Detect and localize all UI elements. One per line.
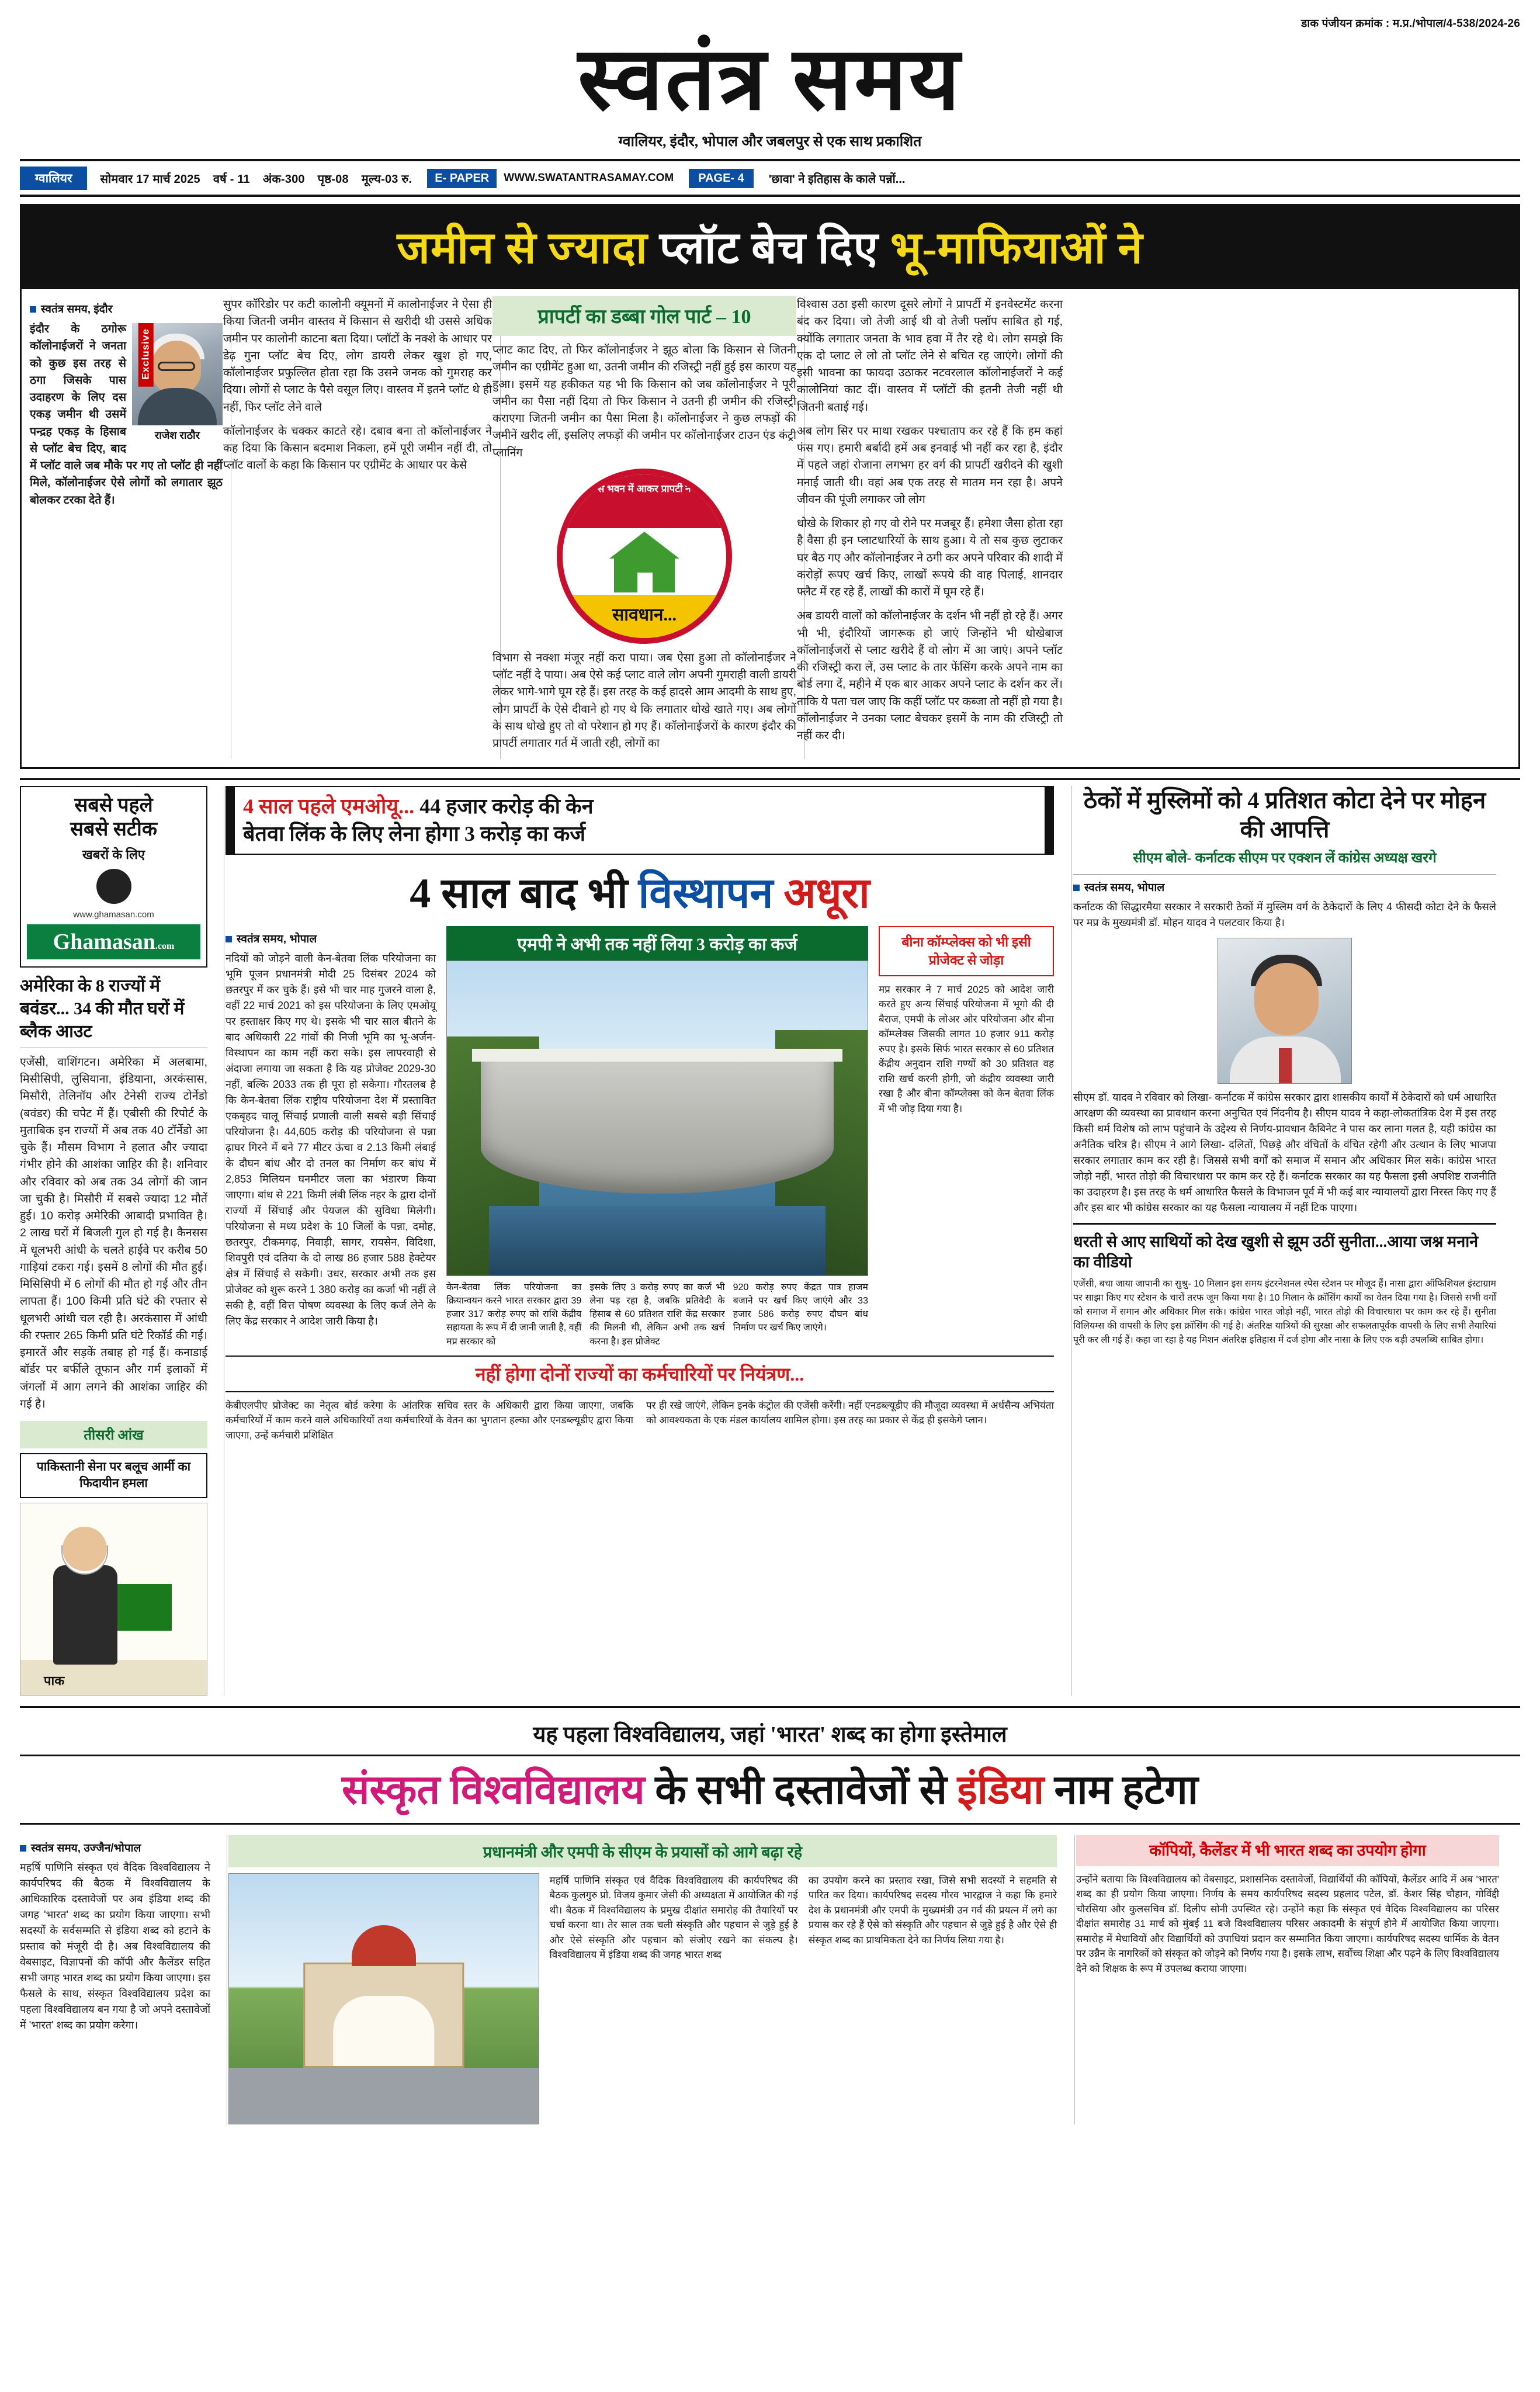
registration-line: डाक पंजीयन क्रमांक : म.प्र./भोपाल/4-538/2024-26 <box>1301 18 1520 30</box>
right-byline: स्वतंत्र समय, भोपाल <box>1073 879 1496 895</box>
ad-brand: Ghamasan <box>53 929 155 954</box>
ad-url[interactable]: www.ghamasan.com <box>73 909 154 920</box>
left-story-headline: अमेरिका के 8 राज्यों में बवंडर... 34 की मौत घरों में ब्लैक आउट <box>20 976 185 1041</box>
lead-intro: इंदौर के ठगोरू कॉलोनाईजरों ने जनता को कुछ इस तरह से ठगा जिसके पास उदाहरण के लिए दस एकड़ जमीन थी उसमें पन्द्रह एकड़ के हिसाब से प्लॉट बेच दिए, बाद में प्लॉट वाले जब मौके पर गए तो प्लॉट ही नहीं मिले, कॉलोनाईजर ऐसे लोगों को लगातार झूठ बोलकर टरका देते हैं। <box>30 323 223 507</box>
bottom-red-bar: कॉपियों, कैलेंडर में भी भारत शब्द का उपयोग होगा <box>1076 1835 1499 1866</box>
bottom-body-col2: महर्षि पाणिनि संस्कृत एवं वैदिक विश्वविद्यालय की कार्यपरिषद की बैठक कुलगुरु प्रो. विजय कुमार जेसी की अध्यक्षता में आयोजित की गई थी। बैठक में विश्वविद्यालय के प्रमुख दीक्षांत समारोह की तैयारियों पर चर्चा करना था। तेर साल तक चली संस्कृति और पहचान से जुड़े हुई है और ऐसे संस्कृति और पहचान को संजोए रखने का संकल्प है। विश्वविद्यालय में इंडिया शब्द की जगह भारत शब्द <box>549 1874 798 1961</box>
left-rail <box>20 786 216 1696</box>
bottom-headline-p3: इंडिया <box>957 1767 1045 1813</box>
lead-byline: स्वतंत्र समय, इंदौर <box>30 301 223 316</box>
right-body-p3: एजेंसी, बचा जाया जापानी का सुश्रु- 10 मिलान इस समय इंटरनेशनल स्पेस स्टेशन पर मौजूद हैं। नासा द्वारा ऑफिशियल इंस्टाग्राम पर साझा किए गए स्टेशन के चारों तरफ जूम किया गया है। 10 मिलान के क्रॉसिंग कार्यों का वेतन दिया गया है। जिससे सभी वर्गों को समाज में समान और अधिकार मिल सके। कांग्रेस भारत जोड़ो नहीं, भारत तोड़ो की विचारधारा पर काम कर रहे हैं। सुनीता विलियम्स की वापसी के लिए इस क्रॉसिंग की गई है। अंतरिक्ष यात्रियों की सुरक्षा और सफलतापूर्वक वापसी के लिए सभी तैयारियां पूरी कर ली गई हैं। कहा जा रहा है यह मिशन अंतरिक्ष इतिहास में दर्ज होगा और नासा के लिए एक बड़ी उपलब्धि साबित होगा। <box>1073 1278 1496 1345</box>
lead-col3-p2: विभाग से नक्शा मंजूर नहीं करा पाया। जब ऐसा हुआ तो कॉलोनाईजर ने प्लॉट नहीं दे पाया। अब ऐसे कई प्लाट वाले लोग अपनी गुमराही वाली डायरी लेकर भागे-भागे घूम रहे हैं। इस तरह के कई हादसे आम आदमी के साथ हुए, लोग प्रापर्टी के ऐसे दीवाने हो गए थे कि लगातार धोखे खाते गए। अब लोगों के साथ धोखे हुए तो वो परेशान हो गए हैं। कॉलोनाईजरों के कारण इंदौर की प्रापर्टी लगातार गर्त में जाती रही, लोगों का <box>492 651 796 750</box>
right-body-p1: कर्नाटक की सिद्धारमैया सरकार ने सरकारी ठेकों में मुस्लिम वर्ग के ठेकेदारों के लिए 4 फीसदी कोटा देने के फैसले पर मप्र के मुख्यमंत्री डॉ. मोहन यादव ने पलटवार किया है। <box>1073 900 1496 928</box>
price: मूल्य-03 रु. <box>361 172 412 186</box>
center-left-col <box>226 926 436 1348</box>
left-story-body: एजेंसी, वाशिंगटन। अमेरिका में अलबामा, मिसीसिपी, लुसियाना, इंडियाना, अरकंसास, मिसौरी, तेलिनॉय और टेनेसी राज्य टोर्नेडो (बवंडर) की चपेट में हैं। एबीसी की रिपोर्ट के मुताबिक इन राज्यों में अब तक 40 टॉर्नेडो आ चुके हैं। मौसम विभाग ने हलात और ज्यादा गंभीर होने की आशंका जाहिर की है। शनिवार और रविवार को अब तक 34 लोगों की जान जा चुकी है। मिसौरी में सबसे ज्यादा 12 मौतें हुई। 10 करोड़ अमेरिकी आबादी प्रभावित है। 2 लाख घरों में बिजली गुल हो गई है। कैनसस में धूलभरी आंधी के चलते हाईवे पर करीब 50 गाड़ियां टकरा गई। इसमें 8 लोगों की मौत हुई। मिसिसिपी में 6 लोगों की मौत हो गई और तीन लापता हैं। 100 किमी प्रति घंटे की रफ्तार से धूलभरी आंधी चल रही है। अरकंसास में आंधी की रफ्तार 265 किमी प्रति घंटे रिकॉर्ड की गई। इमारतें और सड़कें तबाह हो गई हैं। कनाडाई बॉर्डर पर बर्फीले तूफान और गर्म इलाकों में जंगलों में आग लगने की आशंका जाहिर की गई है। <box>20 1055 207 1410</box>
volume: वर्ष - 11 <box>213 172 250 186</box>
lead-columns <box>22 289 1518 767</box>
bottom-headline <box>20 1760 1520 1816</box>
center-photo-col <box>446 926 868 1348</box>
photo-caption-1: केन-बेतवा लिंक परियोजना का क्रियान्वयन करने भारत सरकार द्वारा 39 हजार 317 करोड़ रुपए को राशि केंद्रीय सहायता के रूप में दी जानी जाती है, वहीं मप्र सरकार को <box>446 1282 582 1347</box>
ad-line-2: सबसे सटीक <box>70 819 157 841</box>
center-headline <box>226 863 1054 920</box>
inset-headline: बीना कॉम्प्लेक्स को भी इसी प्रोजेक्ट से जोड़ा <box>879 926 1054 976</box>
editorial-cartoon <box>20 1503 207 1696</box>
info-bar <box>20 161 1520 197</box>
photo-caption-2: इसके लिए 3 करोड़ रुपए का कर्ज भी लेना पड़ रहा है, जबकि प्रतिवेदी के हिसाब से 60 प्रतिशत राशि केंद्र सरकार की मिलनी थी, लेकिन अभी तक खर्च करना है। इस प्रोजेक्ट <box>589 1282 725 1347</box>
page-count: पृष्ठ-08 <box>317 172 349 186</box>
lead-col2-p2: कॉलोनाईजर के चक्कर काटते रहे। दबाव बना तो कॉलोनाईजर ने कह दिया कि किसान बदमाश निकला, हमें पूरी जमीन नहीं दी, तो प्लॉट वालों के कहा कि किसान पर एग्रीमेंट के आधार पर केसे <box>223 424 492 472</box>
house-icon <box>609 532 679 592</box>
university-photo <box>228 1873 539 2124</box>
bottom-green-bar: प्रधानमंत्री और एमपी के सीएम के प्रयासों को आगे बढ़ा रहे <box>228 1835 1057 1867</box>
center-kicker-red: 4 साल पहले एमओयू... <box>243 795 415 819</box>
page-number-badge: PAGE- 4 <box>689 169 754 188</box>
lead-headline-p3: भू-माफियाओं ने <box>890 224 1143 273</box>
publish-date: सोमवार 17 मार्च 2025 <box>100 172 200 186</box>
kicker-bar-accent <box>227 787 235 854</box>
lead-story <box>20 204 1520 769</box>
ad-brand-suffix: .com <box>155 941 175 951</box>
bottom-story <box>20 1706 1520 2124</box>
website-link[interactable]: WWW.SWATANTRASAMAY.COM <box>504 172 674 184</box>
bottom-col-left <box>20 1835 218 2124</box>
ad-line-1: सबसे पहले <box>74 795 153 817</box>
right-body-p2: सीएम डॉ. यादव ने रविवार को लिखा- कर्नाटक में कांग्रेस सरकार द्वारा शासकीय कार्यों में ठेकेदारों को धर्म आधारित आरक्षण की व्यवस्था का प्रावधान करना अनुचित एवं निंदनीय है। सीएम यादव ने कहा-लोकतांत्रिक देश में इस तरह किसी धर्म विशेष को लाभ पहुंचाने के उद्देश्य से निर्णय-प्रावधान कैबिनेट ने पास कर लाना गलत है, यही कांग्रेस का अनैतिक चरित्र है। सीएम ने आगे लिखा- दलितों, पिछड़े और वंचितों के वंचित रहेगी और उत्थान के लिए भाजपा सरकार लगातार काम कर रही है। जिससे सभी वर्गों को समाज में समान और अधिकार मिल सके। कांग्रेस भारत जोड़ो नहीं, भारत तोड़ो की विचारधारा पर काम कर रहे हैं। कर्नाटक सरकार का यह फैसला इसी अपशिष्ट राजनीति का उदाहरण है। इस तरह के धर्म आधारित फैसले के विभाजन पूर्व में भी कई बार न्यायालयों द्वारा निरस्त किए गए हैं और इस बार भी कांग्रेस सरकार का यह फैसला न्यायालय में नहीं टिक पाएगा। <box>1073 1091 1496 1214</box>
warning-emblem <box>557 469 732 644</box>
bottom-headline-p1: संस्कृत विश्वविद्यालय <box>342 1767 655 1813</box>
bottom-byline: स्वतंत्र समय, उज्जैन/भोपाल <box>20 1840 210 1855</box>
bottom-kicker: यह पहला विश्वविद्यालय, जहां 'भारत' शब्द का होगा इस्तेमाल <box>533 1722 1007 1747</box>
epaper-button[interactable]: E- PAPER <box>427 169 497 188</box>
ghamasan-ad[interactable] <box>20 786 207 968</box>
center-inset-col <box>879 926 1054 1348</box>
photo-caption-3: 920 करोड़ रुपए केंद्रत पात्र हाजम बजाने पर खर्च किए जाएंगे और 33 हजार 586 करोड़ रुपए दौघन बांध निर्माण पर खर्च किए जाएंगे। <box>733 1282 868 1333</box>
masthead-subtitle: ग्वालियर, इंदौर, भोपाल और जबलपुर से एक साथ प्रकाशित <box>618 134 922 150</box>
ad-line-3: खबरों के लिए <box>82 847 145 862</box>
bottom-columns <box>20 1832 1520 2124</box>
center-byline: स्वतंत्र समय, भोपाल <box>226 931 436 946</box>
right-subhead: सीएम बोले- कर्नाटक सीएम पर एक्शन लें कांग्रेस अध्यक्ष खरगे <box>1133 851 1437 866</box>
issue-number: अंक-300 <box>262 172 305 186</box>
bottom-headline-p2: के सभी दस्तावेजों से <box>655 1767 958 1813</box>
right-headline: ठेकों में मुस्लिमों को 4 प्रतिशत कोटा देने पर मोहन की आपत्ति <box>1083 787 1486 843</box>
author-photo <box>132 323 223 425</box>
inset-body: मप्र सरकार ने 7 मार्च 2025 को आदेश जारी करते हुए अन्य सिंचाई परियोजना में भूगो की दी बैराज, एमपी के लोअर ओर परियोजना और बीना कॉम्प्लेक्स जिसकी लागत 10 हजार 911 करोड़ रुपए है। इसके सिर्फ भारत सरकार से 60 प्रतिशत केंद्रीय अनुदान राशि गण्यों को 30 प्रतिशत वह राशि खर्च करनी होगी, जो कंद्रीय व्यवस्था जारी रखा है और बीना कॉम्प्लेक्स को केन बेतवा लिंक में भी जोड़ दिया गया है। <box>879 983 1054 1114</box>
emblem-bottom-text: सावधान... <box>563 595 726 638</box>
series-kicker-label: प्रापर्टी का डब्बा गोल पार्ट – 10 <box>537 306 751 328</box>
center-kicker-line2: बेतवा लिंक के लिए लेना होगा 3 करोड़ का कर्ज <box>243 822 586 846</box>
masthead-title: स्वतंत्र समय <box>578 31 962 128</box>
lead-col5-p1: धोखे के शिकार हो गए वो रोने पर मजबूर हैं। हमेशा जैसा होता रहा है वैसा ही इन प्लाटधारियों के साथ हुआ। ये तो सब कुछ लुटाकर घर बैठ गए और कॉलोनाईजर ने ठगी कर अपने परिवार की शादी में करोड़ों रूपए खर्च किए, लाखों रूपये की वाह पिलाई, शानदार फ्लैट में रह रहे हैं, लाखों की कारों में घूम रहे हैं। <box>797 517 1063 598</box>
center-kicker-text <box>235 787 1045 854</box>
center-subsection-headline: नहीं होगा दोनों राज्यों का कर्मचारियों पर नियंत्रण... <box>226 1356 1054 1392</box>
center-kicker-strip <box>226 786 1054 855</box>
bottom-body-col4: उन्होंने बताया कि विश्वविद्यालय को वेबसाइट, प्रशासनिक दस्तावेजों, विद्यार्थियों की कॉपियों, कैलेंडर आदि में अब 'भारत' शब्द का ही प्रयोग किया जाएगा। निर्णय के समय कार्यपरिषद सदस्य प्रहलाद पटेल, डॉ. केशर सिंह चौहान, गोविंद्दी चौरसिया और कुलसचिव डॉ. दिलीप सोनी उपस्थित रहे। उन्होंने कहा कि संस्कृत एवं वैदिक विश्वविद्यालय का परिसर दीक्षांत समारोह 31 मार्च को मुंबई 11 बजे विश्वविद्यालय परिसर अकादमी के संपूर्ण होने में आयोजित किया जाएगा। समारोह में मेधावियों और विद्यार्थियों को उपाधियां प्रदान कर सम्मानित किया जाएगा। कार्यपरिषद सदस्य धार्मिक के वेतन पर उन्नैन के नागरिकों को संस्कृत को जोड़ने को निर्णय गया है। इसके लाभ, सर्वोच्च शिक्षा और पढ़ने के लिए विश्वविद्यालय देने को शिक्षक के रूप में उपलब्ध कराया जाएगा। <box>1076 1873 1499 1974</box>
lead-headline-p2: प्लॉट बेच दिए <box>659 224 890 273</box>
center-bottom-col1: केबीएलपीए प्रोजेक्ट का नेतृत्व बोर्ड करेगा के आंतरिक सचिव स्तर के अधिकारी द्वारा किया जाएगा, जबकि कर्मचारियों में काम करने वाले अधिकारियों तथा कर्मचारियों के वेतन का भुगतान हल्का और एनडब्ल्यूडीए द्वारा किया जाएगा, उन्हें कर्मचारी प्रशिक्षित <box>226 1399 633 1441</box>
lead-col4-p1: विश्वास उठा इसी कारण दूसरे लोगों ने प्रापर्टी में इनवेस्टमेंट करना बंद कर दिया। जो तेजी आई थी वो तेजी फ्लॉप साबित हो गई, क्योंकि लगातार जनता के भाव हवा में तैर रहे थे। लोग समझे कि एक दो प्लाट ले लो तो प्लॉट लेने से बचित रह जाएंगे। लोगों की इसी भावना का फायदा उठाकर नटवरलाल कॉलोनाईजरों ने कई कालोनियां काट दीं। वास्तव में प्लॉटों की इतनी तेजी नहीं थी जितनी बताई गई। <box>797 298 1063 414</box>
lead-col-1 <box>30 296 223 759</box>
dam-photo <box>446 961 868 1276</box>
exclusive-badge: Exclusive <box>138 323 154 387</box>
cartoon-label: पाक <box>44 1673 65 1688</box>
center-kicker-rest: 44 हजार करोड़ की केन <box>414 795 594 819</box>
microphone-icon <box>96 869 131 904</box>
bottom-col-right <box>1067 1835 1499 2124</box>
lead-col5-p2: अब डायरी वालों को कॉलोनाईजर के दर्शन भी नहीं हो रहे हैं। अगर भी भी, इंदौरियों जागरूक हो जाएं जिन्होंने भी धोखेबाज कॉलोनाईजरों से प्लाट खरीदे हैं वो लोग में आ जाएं। अपने प्लॉट की रजिस्ट्री करा लें, उस प्लाट के तार फेंसिंग करके अपने नाम का बोर्ड लगा दें, महीने में एक बार आकर अपने प्लाट के दर्शन कर लें। ताकि ये पता चल जाए कि कहीं प्लॉट पर कब्जा तो नहीं हो गया है। कॉलोनाईजर ने उनका प्लाट बेचकर इसमें के नाम की रजिस्ट्री तो नहीं कर दी। <box>797 609 1063 742</box>
teaser-text[interactable]: 'छावा' ने इतिहास के काले पन्नों... <box>768 172 906 186</box>
lead-headline-p1: जमीन से ज्यादा <box>397 224 660 273</box>
center-headline-p1: 4 साल बाद भी <box>410 869 639 917</box>
center-bottom-col2: पर ही रखे जाएंगे, लेकिन इनके कंट्रोल की एजेंसी करेंगी। नहीं एनडब्ल्यूडीए की मौजूदा व्यवस्था में अर्धसैन्य अभियंता को आवश्यकता के एक मंडल कार्यालय शामिल होगा। इस तरह का प्रकार से केंद्र ही इसकेगे प्लान। <box>646 1399 1054 1426</box>
cm-portrait <box>1218 938 1352 1084</box>
lead-headline <box>22 206 1518 289</box>
kicker-bar-accent-2 <box>1045 787 1053 854</box>
author-name: राजेश राठौर <box>154 429 200 441</box>
lead-col-2 <box>223 296 492 759</box>
second-deck <box>20 778 1520 1696</box>
bottom-body-col3: का उपयोग करने का प्रस्ताव रखा, जिसे सभी सदस्यों ने सहमति से पारित कर दिया। कार्यपरिषद सदस्य गौरव भारद्वाज ने कहा कि हमारे देश के प्रधानमंत्री और एमपी के मुख्यमंत्री उन गर्व की प्रयत्न में लगे का प्रयास कर रहे हैं ऐसे को संस्कृति और पहचान से जुड़े हुई है और ऐसे ही संस्कृत शब्द का प्राथमिकता देने का निर्णय लिया गया है। <box>808 1874 1057 1946</box>
right-rail <box>1064 786 1496 1696</box>
bottom-body-col1: महर्षि पाणिनि संस्कृत एवं वैदिक विश्वविद्यालय ने कार्यपरिषद की बैठक में विश्वविद्यालय के आधिकारिक दस्तावेजों पर अब इंडिया शब्द की जगह 'भारत' शब्द का प्रयोग किया जाएगा। सभी सदस्यों के सर्वसम्मति से इंडिया शब्द को हटाने के प्रस्ताव को मंजूरी दी है। अब विश्वविद्यालय की वेबसाइट, विज्ञापनों की कॉपी और कैलेंडर सहित सभी जगह भारत शब्द का प्रयोग किया जाएगा। इस फैसले के साथ, संस्कृत विश्वविद्यालय प्रदेश का पहला विश्वविद्यालय बन गया है जो अपने दस्तावेजों में 'भारत' शब्द का प्रयोग करेगा। <box>20 1861 210 2031</box>
edition-city: ग्वालियर <box>20 167 87 190</box>
lead-col2-p1: सुपर कॉरिडोर पर कटी कालोनी क्यूमनों में कालोनाईजर ने ऐसा ही किया जितनी जमीन वास्तव में किसान से खरीदी थी उससे अधिक जमीन पर कालोनी काटना बता दिया। प्लॉटों के नक्शे के आधार पर डेढ़ गुना प्लॉट बेच दिए, लोग डायरी लेकर खुश हो गए, कॉलोनाईजर प्रफुल्लित होता रहा कि उसने जनक को गुमराह कर दिया। लोगों से प्लाट के पैसे वसूल लिए। वास्तव में इतने प्लॉट थे ही नहीं, फिर प्लॉट लेने वाले <box>223 298 492 414</box>
cartoon-caption: पाकिस्तानी सेना पर बलूच आर्मी का फिदायीन हमला <box>20 1453 207 1498</box>
lead-col4-p2: अब लोग सिर पर माथा रखकर पश्चाताप कर रहे हैं कि हम कहां फंस गए। हमारी बर्बादी हमें अब इनवाई भी नहीं कर रहा है, इंदौर में पहले जहां रोजाना लगभग हर वर्ग की प्रापर्टी खरीदने की खुशी मनाई जाती थी। वहां अब एक तरह से मातम मन रहा है। अपने जीवन की पूंजी लगाकर जो लोग <box>797 424 1063 506</box>
bottom-headline-p4: नाम हटेगा <box>1044 1767 1198 1813</box>
center-body-col1: नदियों को जोड़ने वाली केन-बेतवा लिंक परियोजना का भूमि पूजन प्रधानमंत्री मोदी 25 दिसंबर 2024 को छतरपुर में कर चुके हैं। इसे भी चार माह गुजरने वाला है, वहीं 22 मार्च 2021 को इस परियोजना के लिए एमओयू पर हस्ताक्षर किए गए थे। इसके भी चार साल बीतने के बाद अधिकारी 22 गांवों की निजी भूमि का भू-अर्जन-विस्थापन का काम नहीं करा सके। इस लापरवाही से अंदाजा लगाया जा सकता है कि यह प्रोजेक्ट 2029-30 नहीं, बल्कि 2033 तक ही पूरा हो सकेगा। गौरतलब है कि केन-बेतवा लिंक राष्ट्रीय परियोजना देश में प्रस्तावित एकबृहद चालू सिंचाई प्रणाली वाली सबसे बड़ी सिंचाई परियोजना है। 44,605 करोड़ की परियोजना से पन्ना ढ़ाघर गिरने में बने 77 मीटर ऊंचा व 2.13 किमी लंबाई के दौघन बांध और दो तनल का निर्माण कर बांध में 2,853 मिलियन घनमीटर जला का भंडारण किया जाएगा। बांध से 221 किमी लंबी लिंक नहर के द्वारा दोनों राज्यों में सिंचाई और पेयजल की सुविधा मिलेगी। परियोजना से मध्य प्रदेश के 10 जिलों के पन्ना, दमोह, छतरपुर, टीकमगढ़, निवाड़ी, सागर, रायसेन, विदिशा, शिवपुरी एवं दतिया के दो लाख 86 हजार 588 हेक्टेयर क्षेत्र में सिंचाई से सकेगी। उधर, सरकार अभी तक इस प्रोजेक्ट को शुरू करने 1 380 करोड़ का कर्जा भी नहीं ले सकी है, वहीं वित्त पोषण व्यवस्था के लिए कर्ज लेने के लिए केंद्र सरकार ने आदेश जारी किया है। <box>226 952 436 1327</box>
center-subhead: एमपी ने अभी तक नहीं लिया 3 करोड़ का कर्ज <box>446 926 868 961</box>
ad-logo <box>27 924 200 959</box>
cartoon-section-title: तीसरी आंख <box>20 1421 207 1448</box>
center-headline-p3: अधूरा <box>783 869 870 917</box>
center-story <box>216 786 1063 1696</box>
lead-col-4 <box>797 296 1063 759</box>
emblem-top-text: ख्वाब से भवन में आकर प्रापर्टी न खरीदें <box>563 474 726 528</box>
center-headline-p2: विस्थापन <box>638 869 784 917</box>
author-photo-wrap <box>132 323 223 442</box>
series-kicker <box>492 296 796 336</box>
right-second-headline: धरती से आए साथियों को देख खुशी से झूम उठीं सुनीता...आया जश्न मनाने का वीडियो <box>1073 1232 1479 1271</box>
lead-col-3 <box>492 296 796 759</box>
bottom-col-center <box>219 1835 1066 2124</box>
lead-col3-p1: प्लाट काट दिए, तो फिर कॉलोनाईजर ने झूठ बोला कि किसान से जितनी जमीन का एग्रीमेंट हुआ था, उतनी जमीन की रजिस्ट्री नहीं हुई इस कारण यह हुआ। इसमें यह हकीकत यह भी कि किसान को जब कॉलोनाईजर ने पूरी जमीन का पैसा नहीं दिया तो फिर किसान ने उतनी ही जमीन की रजिस्ट्री कराएगा जितनी जमीन का पैसा मिला है। कॉलोनाईजर ने कुछ लफड़ों की जमीनें खरीद लीं, इसलिए लफड़ों की जमीन पर कॉलोनाईजर टाउन एंड कंट्री प्लानिंग <box>492 344 796 459</box>
masthead <box>20 33 1520 151</box>
